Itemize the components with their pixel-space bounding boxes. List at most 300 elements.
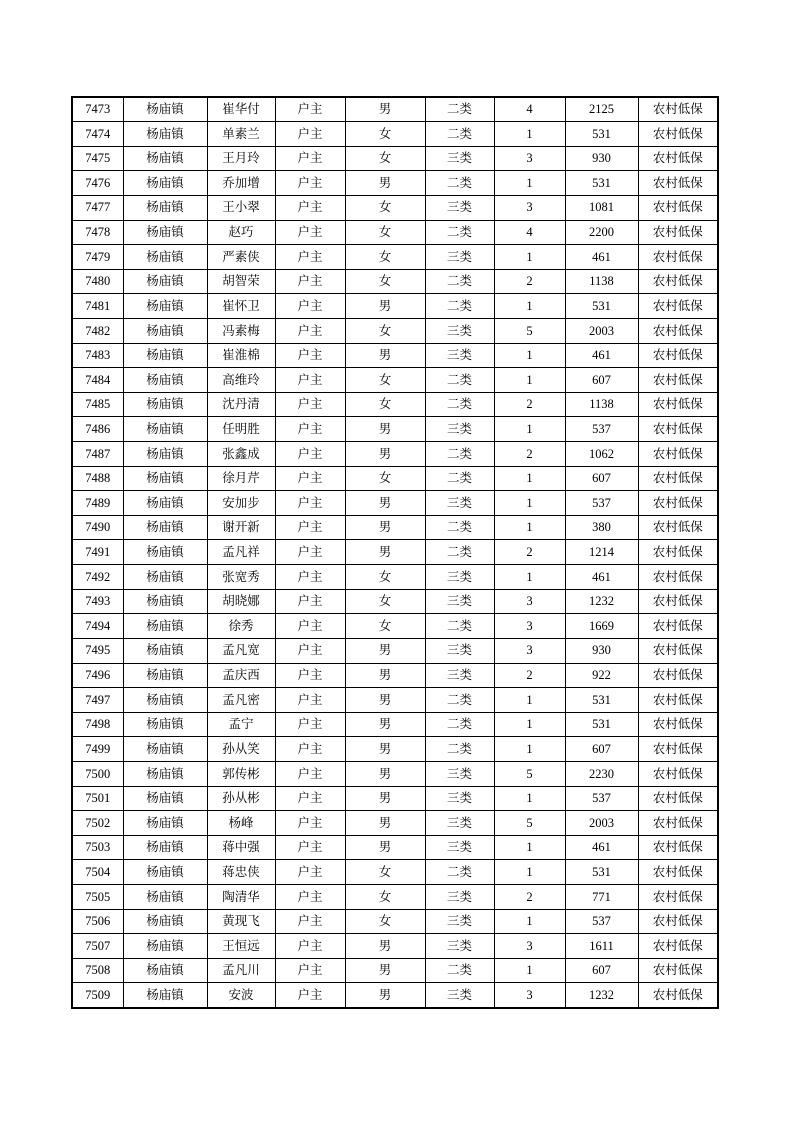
cell-amount: 531 xyxy=(565,712,638,737)
cell-name: 胡智荣 xyxy=(207,269,275,294)
cell-assistance_type: 农村低保 xyxy=(638,565,718,590)
table-row xyxy=(72,860,718,885)
cell-gender: 男 xyxy=(345,688,425,713)
cell-town: 杨庙镇 xyxy=(123,392,207,417)
cell-relation: 户主 xyxy=(275,146,345,171)
cell-id: 7474 xyxy=(72,122,123,147)
cell-gender: 女 xyxy=(345,885,425,910)
cell-gender: 男 xyxy=(345,737,425,762)
cell-id: 7476 xyxy=(72,171,123,196)
cell-town: 杨庙镇 xyxy=(123,958,207,983)
cell-category: 二类 xyxy=(425,171,494,196)
table-row xyxy=(72,318,718,343)
table-row xyxy=(72,663,718,688)
cell-relation: 户主 xyxy=(275,688,345,713)
cell-id: 7475 xyxy=(72,146,123,171)
cell-assistance_type: 农村低保 xyxy=(638,466,718,491)
cell-id: 7500 xyxy=(72,761,123,786)
cell-name: 徐月芹 xyxy=(207,466,275,491)
cell-id: 7503 xyxy=(72,835,123,860)
cell-relation: 户主 xyxy=(275,245,345,270)
cell-relation: 户主 xyxy=(275,318,345,343)
cell-category: 三类 xyxy=(425,786,494,811)
cell-relation: 户主 xyxy=(275,122,345,147)
table-row xyxy=(72,97,718,122)
cell-count: 5 xyxy=(494,811,565,836)
cell-name: 任明胜 xyxy=(207,417,275,442)
cell-count: 3 xyxy=(494,195,565,220)
cell-id: 7507 xyxy=(72,934,123,959)
cell-count: 2 xyxy=(494,663,565,688)
cell-amount: 930 xyxy=(565,638,638,663)
table-row xyxy=(72,835,718,860)
cell-assistance_type: 农村低保 xyxy=(638,515,718,540)
cell-gender: 男 xyxy=(345,811,425,836)
cell-amount: 922 xyxy=(565,663,638,688)
cell-gender: 女 xyxy=(345,122,425,147)
cell-relation: 户主 xyxy=(275,392,345,417)
cell-amount: 607 xyxy=(565,466,638,491)
cell-id: 7489 xyxy=(72,491,123,516)
cell-name: 沈丹清 xyxy=(207,392,275,417)
cell-town: 杨庙镇 xyxy=(123,146,207,171)
cell-id: 7497 xyxy=(72,688,123,713)
cell-id: 7509 xyxy=(72,983,123,1008)
cell-name: 徐秀 xyxy=(207,614,275,639)
cell-count: 3 xyxy=(494,638,565,663)
cell-name: 王小翠 xyxy=(207,195,275,220)
cell-town: 杨庙镇 xyxy=(123,614,207,639)
cell-gender: 女 xyxy=(345,466,425,491)
cell-gender: 女 xyxy=(345,245,425,270)
cell-id: 7508 xyxy=(72,958,123,983)
cell-id: 7487 xyxy=(72,442,123,467)
cell-name: 崔怀卫 xyxy=(207,294,275,319)
table-row xyxy=(72,589,718,614)
cell-id: 7481 xyxy=(72,294,123,319)
cell-id: 7496 xyxy=(72,663,123,688)
cell-relation: 户主 xyxy=(275,934,345,959)
cell-count: 1 xyxy=(494,515,565,540)
cell-category: 二类 xyxy=(425,368,494,393)
cell-category: 三类 xyxy=(425,417,494,442)
cell-name: 胡晓娜 xyxy=(207,589,275,614)
cell-category: 三类 xyxy=(425,638,494,663)
cell-assistance_type: 农村低保 xyxy=(638,417,718,442)
cell-count: 1 xyxy=(494,491,565,516)
cell-amount: 461 xyxy=(565,245,638,270)
cell-category: 二类 xyxy=(425,392,494,417)
cell-amount: 607 xyxy=(565,958,638,983)
cell-relation: 户主 xyxy=(275,958,345,983)
cell-id: 7498 xyxy=(72,712,123,737)
cell-amount: 2003 xyxy=(565,811,638,836)
cell-amount: 531 xyxy=(565,171,638,196)
cell-category: 二类 xyxy=(425,220,494,245)
cell-category: 三类 xyxy=(425,195,494,220)
cell-id: 7484 xyxy=(72,368,123,393)
cell-assistance_type: 农村低保 xyxy=(638,146,718,171)
cell-count: 2 xyxy=(494,540,565,565)
cell-assistance_type: 农村低保 xyxy=(638,294,718,319)
cell-name: 赵巧 xyxy=(207,220,275,245)
cell-gender: 男 xyxy=(345,934,425,959)
cell-relation: 户主 xyxy=(275,171,345,196)
cell-name: 蒋中强 xyxy=(207,835,275,860)
cell-assistance_type: 农村低保 xyxy=(638,614,718,639)
cell-relation: 户主 xyxy=(275,811,345,836)
cell-relation: 户主 xyxy=(275,294,345,319)
cell-gender: 男 xyxy=(345,515,425,540)
cell-relation: 户主 xyxy=(275,786,345,811)
cell-assistance_type: 农村低保 xyxy=(638,442,718,467)
cell-amount: 537 xyxy=(565,417,638,442)
cell-relation: 户主 xyxy=(275,368,345,393)
cell-town: 杨庙镇 xyxy=(123,515,207,540)
cell-name: 孟凡密 xyxy=(207,688,275,713)
cell-amount: 461 xyxy=(565,835,638,860)
cell-id: 7505 xyxy=(72,885,123,910)
cell-count: 4 xyxy=(494,220,565,245)
table-row xyxy=(72,122,718,147)
cell-id: 7502 xyxy=(72,811,123,836)
cell-category: 二类 xyxy=(425,466,494,491)
cell-amount: 2003 xyxy=(565,318,638,343)
cell-assistance_type: 农村低保 xyxy=(638,220,718,245)
cell-category: 三类 xyxy=(425,885,494,910)
cell-id: 7504 xyxy=(72,860,123,885)
cell-relation: 户主 xyxy=(275,663,345,688)
table-row xyxy=(72,146,718,171)
cell-amount: 1214 xyxy=(565,540,638,565)
cell-town: 杨庙镇 xyxy=(123,688,207,713)
cell-town: 杨庙镇 xyxy=(123,368,207,393)
cell-gender: 男 xyxy=(345,343,425,368)
cell-category: 三类 xyxy=(425,146,494,171)
cell-assistance_type: 农村低保 xyxy=(638,811,718,836)
cell-category: 二类 xyxy=(425,614,494,639)
cell-amount: 461 xyxy=(565,565,638,590)
table-row xyxy=(72,565,718,590)
cell-gender: 男 xyxy=(345,638,425,663)
cell-count: 1 xyxy=(494,688,565,713)
cell-town: 杨庙镇 xyxy=(123,318,207,343)
cell-assistance_type: 农村低保 xyxy=(638,122,718,147)
cell-category: 三类 xyxy=(425,318,494,343)
cell-category: 二类 xyxy=(425,269,494,294)
cell-town: 杨庙镇 xyxy=(123,589,207,614)
table-row xyxy=(72,269,718,294)
cell-amount: 537 xyxy=(565,909,638,934)
cell-amount: 1081 xyxy=(565,195,638,220)
cell-amount: 607 xyxy=(565,368,638,393)
cell-category: 三类 xyxy=(425,491,494,516)
cell-gender: 男 xyxy=(345,786,425,811)
cell-name: 孟凡川 xyxy=(207,958,275,983)
cell-relation: 户主 xyxy=(275,885,345,910)
cell-relation: 户主 xyxy=(275,417,345,442)
cell-assistance_type: 农村低保 xyxy=(638,540,718,565)
table-row xyxy=(72,638,718,663)
cell-gender: 男 xyxy=(345,663,425,688)
table-row xyxy=(72,909,718,934)
cell-id: 7495 xyxy=(72,638,123,663)
cell-id: 7483 xyxy=(72,343,123,368)
cell-count: 1 xyxy=(494,565,565,590)
cell-assistance_type: 农村低保 xyxy=(638,318,718,343)
cell-amount: 1669 xyxy=(565,614,638,639)
cell-relation: 户主 xyxy=(275,638,345,663)
table-row xyxy=(72,417,718,442)
cell-count: 4 xyxy=(494,97,565,122)
cell-town: 杨庙镇 xyxy=(123,245,207,270)
cell-gender: 女 xyxy=(345,860,425,885)
cell-relation: 户主 xyxy=(275,515,345,540)
cell-amount: 531 xyxy=(565,122,638,147)
cell-id: 7473 xyxy=(72,97,123,122)
cell-count: 2 xyxy=(494,269,565,294)
cell-assistance_type: 农村低保 xyxy=(638,761,718,786)
cell-id: 7490 xyxy=(72,515,123,540)
cell-category: 二类 xyxy=(425,737,494,762)
cell-name: 张宽秀 xyxy=(207,565,275,590)
cell-count: 2 xyxy=(494,392,565,417)
cell-town: 杨庙镇 xyxy=(123,97,207,122)
cell-gender: 男 xyxy=(345,835,425,860)
cell-count: 3 xyxy=(494,146,565,171)
cell-town: 杨庙镇 xyxy=(123,737,207,762)
table-row xyxy=(72,540,718,565)
cell-category: 三类 xyxy=(425,343,494,368)
cell-amount: 537 xyxy=(565,786,638,811)
table-row xyxy=(72,491,718,516)
cell-category: 三类 xyxy=(425,909,494,934)
cell-category: 二类 xyxy=(425,712,494,737)
cell-category: 三类 xyxy=(425,663,494,688)
cell-assistance_type: 农村低保 xyxy=(638,491,718,516)
cell-amount: 531 xyxy=(565,688,638,713)
cell-count: 3 xyxy=(494,589,565,614)
table-row xyxy=(72,245,718,270)
cell-gender: 女 xyxy=(345,318,425,343)
cell-category: 二类 xyxy=(425,294,494,319)
cell-amount: 1232 xyxy=(565,589,638,614)
cell-town: 杨庙镇 xyxy=(123,343,207,368)
cell-category: 二类 xyxy=(425,97,494,122)
cell-town: 杨庙镇 xyxy=(123,417,207,442)
cell-id: 7480 xyxy=(72,269,123,294)
cell-town: 杨庙镇 xyxy=(123,442,207,467)
cell-assistance_type: 农村低保 xyxy=(638,638,718,663)
cell-town: 杨庙镇 xyxy=(123,122,207,147)
cell-relation: 户主 xyxy=(275,195,345,220)
cell-assistance_type: 农村低保 xyxy=(638,958,718,983)
cell-amount: 2125 xyxy=(565,97,638,122)
cell-count: 3 xyxy=(494,983,565,1008)
table-row xyxy=(72,294,718,319)
cell-relation: 户主 xyxy=(275,220,345,245)
cell-id: 7486 xyxy=(72,417,123,442)
cell-amount: 2200 xyxy=(565,220,638,245)
table-row xyxy=(72,983,718,1008)
cell-town: 杨庙镇 xyxy=(123,934,207,959)
table-row xyxy=(72,515,718,540)
cell-name: 乔加增 xyxy=(207,171,275,196)
cell-count: 1 xyxy=(494,294,565,319)
cell-count: 2 xyxy=(494,885,565,910)
cell-id: 7479 xyxy=(72,245,123,270)
cell-relation: 户主 xyxy=(275,737,345,762)
cell-relation: 户主 xyxy=(275,540,345,565)
cell-relation: 户主 xyxy=(275,466,345,491)
table-row xyxy=(72,737,718,762)
cell-amount: 531 xyxy=(565,860,638,885)
cell-category: 二类 xyxy=(425,688,494,713)
cell-name: 孙从笑 xyxy=(207,737,275,762)
cell-town: 杨庙镇 xyxy=(123,663,207,688)
cell-assistance_type: 农村低保 xyxy=(638,885,718,910)
cell-town: 杨庙镇 xyxy=(123,811,207,836)
cell-count: 3 xyxy=(494,614,565,639)
cell-category: 三类 xyxy=(425,811,494,836)
cell-name: 孙从彬 xyxy=(207,786,275,811)
cell-id: 7477 xyxy=(72,195,123,220)
cell-town: 杨庙镇 xyxy=(123,540,207,565)
cell-town: 杨庙镇 xyxy=(123,466,207,491)
cell-assistance_type: 农村低保 xyxy=(638,860,718,885)
cell-town: 杨庙镇 xyxy=(123,195,207,220)
cell-assistance_type: 农村低保 xyxy=(638,392,718,417)
cell-town: 杨庙镇 xyxy=(123,761,207,786)
cell-town: 杨庙镇 xyxy=(123,294,207,319)
table-row xyxy=(72,811,718,836)
table-row xyxy=(72,885,718,910)
cell-count: 1 xyxy=(494,417,565,442)
cell-assistance_type: 农村低保 xyxy=(638,343,718,368)
cell-town: 杨庙镇 xyxy=(123,835,207,860)
cell-name: 张鑫成 xyxy=(207,442,275,467)
cell-category: 二类 xyxy=(425,515,494,540)
cell-gender: 男 xyxy=(345,983,425,1008)
cell-name: 安波 xyxy=(207,983,275,1008)
cell-name: 冯素梅 xyxy=(207,318,275,343)
cell-amount: 1611 xyxy=(565,934,638,959)
cell-gender: 男 xyxy=(345,712,425,737)
cell-category: 二类 xyxy=(425,540,494,565)
cell-assistance_type: 农村低保 xyxy=(638,269,718,294)
cell-town: 杨庙镇 xyxy=(123,983,207,1008)
cell-gender: 男 xyxy=(345,442,425,467)
cell-name: 王月玲 xyxy=(207,146,275,171)
table-row xyxy=(72,368,718,393)
cell-amount: 1138 xyxy=(565,269,638,294)
cell-category: 二类 xyxy=(425,958,494,983)
cell-assistance_type: 农村低保 xyxy=(638,97,718,122)
cell-assistance_type: 农村低保 xyxy=(638,171,718,196)
cell-count: 1 xyxy=(494,171,565,196)
cell-amount: 1232 xyxy=(565,983,638,1008)
table-row xyxy=(72,761,718,786)
cell-town: 杨庙镇 xyxy=(123,885,207,910)
cell-assistance_type: 农村低保 xyxy=(638,983,718,1008)
cell-count: 1 xyxy=(494,368,565,393)
cell-count: 1 xyxy=(494,712,565,737)
cell-relation: 户主 xyxy=(275,983,345,1008)
cell-name: 黄现飞 xyxy=(207,909,275,934)
table-row xyxy=(72,958,718,983)
cell-town: 杨庙镇 xyxy=(123,565,207,590)
cell-assistance_type: 农村低保 xyxy=(638,786,718,811)
cell-amount: 930 xyxy=(565,146,638,171)
cell-count: 1 xyxy=(494,958,565,983)
table-row xyxy=(72,934,718,959)
cell-amount: 537 xyxy=(565,491,638,516)
cell-town: 杨庙镇 xyxy=(123,909,207,934)
cell-id: 7491 xyxy=(72,540,123,565)
cell-gender: 男 xyxy=(345,540,425,565)
table-row xyxy=(72,171,718,196)
cell-gender: 女 xyxy=(345,614,425,639)
cell-name: 孟庆西 xyxy=(207,663,275,688)
cell-id: 7485 xyxy=(72,392,123,417)
cell-category: 三类 xyxy=(425,835,494,860)
cell-amount: 461 xyxy=(565,343,638,368)
cell-relation: 户主 xyxy=(275,269,345,294)
cell-assistance_type: 农村低保 xyxy=(638,195,718,220)
cell-gender: 女 xyxy=(345,589,425,614)
cell-relation: 户主 xyxy=(275,614,345,639)
cell-category: 二类 xyxy=(425,442,494,467)
cell-name: 崔淮棉 xyxy=(207,343,275,368)
cell-relation: 户主 xyxy=(275,712,345,737)
cell-id: 7501 xyxy=(72,786,123,811)
cell-relation: 户主 xyxy=(275,343,345,368)
cell-count: 1 xyxy=(494,245,565,270)
cell-assistance_type: 农村低保 xyxy=(638,589,718,614)
cell-gender: 男 xyxy=(345,761,425,786)
cell-assistance_type: 农村低保 xyxy=(638,737,718,762)
cell-relation: 户主 xyxy=(275,442,345,467)
cell-relation: 户主 xyxy=(275,97,345,122)
cell-assistance_type: 农村低保 xyxy=(638,712,718,737)
cell-id: 7488 xyxy=(72,466,123,491)
cell-relation: 户主 xyxy=(275,491,345,516)
table-row xyxy=(72,712,718,737)
cell-assistance_type: 农村低保 xyxy=(638,909,718,934)
cell-count: 1 xyxy=(494,122,565,147)
cell-name: 崔华付 xyxy=(207,97,275,122)
cell-category: 二类 xyxy=(425,122,494,147)
cell-id: 7499 xyxy=(72,737,123,762)
cell-gender: 男 xyxy=(345,958,425,983)
cell-gender: 男 xyxy=(345,417,425,442)
cell-category: 三类 xyxy=(425,589,494,614)
cell-count: 1 xyxy=(494,860,565,885)
cell-name: 郭传彬 xyxy=(207,761,275,786)
cell-amount: 771 xyxy=(565,885,638,910)
cell-count: 1 xyxy=(494,343,565,368)
cell-town: 杨庙镇 xyxy=(123,491,207,516)
cell-gender: 男 xyxy=(345,294,425,319)
table-row xyxy=(72,220,718,245)
cell-count: 1 xyxy=(494,737,565,762)
cell-assistance_type: 农村低保 xyxy=(638,835,718,860)
cell-relation: 户主 xyxy=(275,565,345,590)
cell-assistance_type: 农村低保 xyxy=(638,663,718,688)
cell-id: 7506 xyxy=(72,909,123,934)
cell-relation: 户主 xyxy=(275,860,345,885)
cell-town: 杨庙镇 xyxy=(123,712,207,737)
